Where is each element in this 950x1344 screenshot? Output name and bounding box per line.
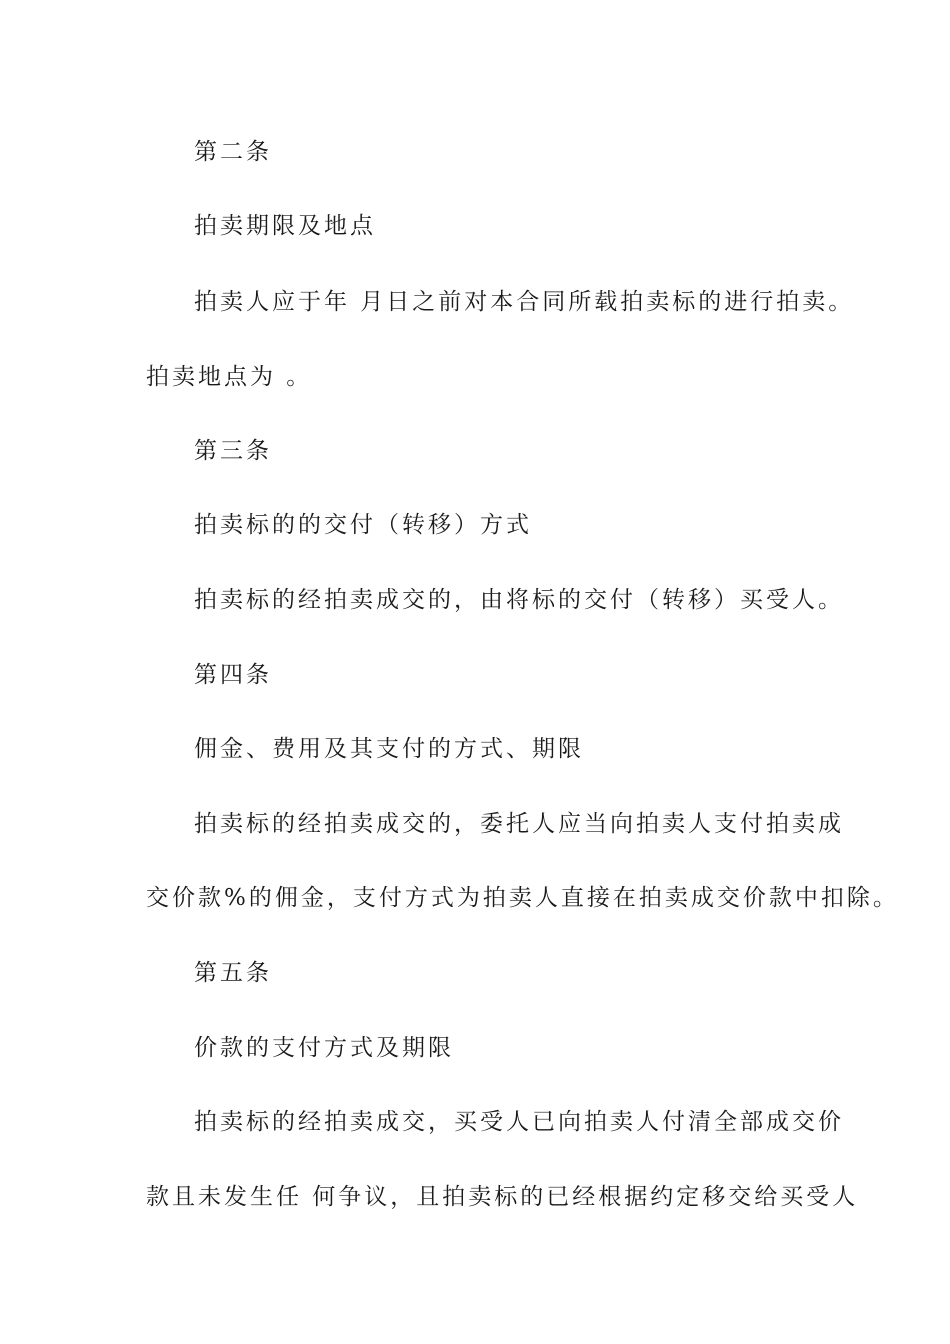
article-5-title: 价款的支付方式及期限 — [194, 1035, 454, 1061]
article-3-body-line-1: 拍卖标的经拍卖成交的，由将标的交付（转移）买受人。 — [194, 587, 844, 613]
article-2-heading: 第二条 — [194, 139, 272, 165]
article-5-body-line-2: 款且未发生任 何争议，且拍卖标的已经根据约定移交给买受人 — [146, 1184, 859, 1210]
article-2-body-line-2: 拍卖地点为 。 — [146, 364, 313, 390]
article-5-body-line-1: 拍卖标的经拍卖成交，买受人已向拍卖人付清全部成交价 — [194, 1109, 844, 1135]
article-4-title: 佣金、费用及其支付的方式、期限 — [194, 736, 584, 762]
article-4-heading: 第四条 — [194, 662, 272, 688]
article-4-body-line-1: 拍卖标的经拍卖成交的，委托人应当向拍卖人支付拍卖成 — [194, 811, 844, 837]
article-3-title: 拍卖标的的交付（转移）方式 — [194, 512, 532, 538]
article-4-body-line-2: 交价款%的佣金，支付方式为拍卖人直接在拍卖成交价款中扣除。 — [146, 885, 899, 911]
article-5-heading: 第五条 — [194, 960, 272, 986]
article-2-body-line-1: 拍卖人应于年 月日之前对本合同所载拍卖标的进行拍卖。 — [194, 289, 855, 315]
article-3-heading: 第三条 — [194, 438, 272, 464]
article-2-title: 拍卖期限及地点 — [194, 213, 376, 239]
